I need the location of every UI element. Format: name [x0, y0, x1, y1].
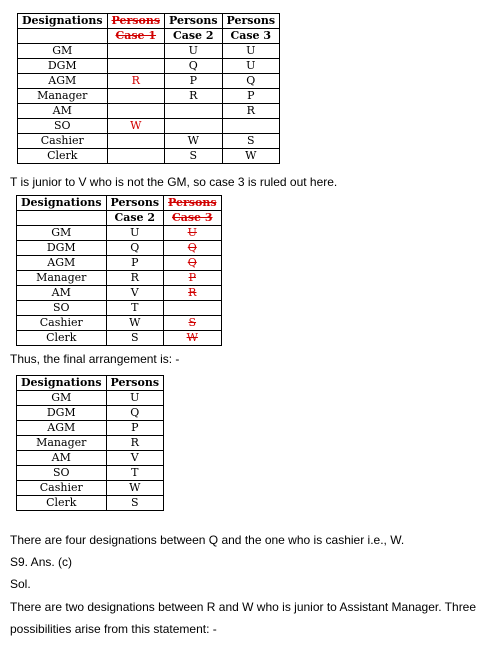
- person-cell: V: [106, 451, 164, 466]
- designation-cell: GM: [18, 44, 108, 59]
- case-cell: S: [106, 331, 164, 346]
- column-header: Persons: [222, 14, 280, 29]
- case-cell-struck: W: [164, 331, 222, 346]
- case-cell-struck: Q: [164, 256, 222, 271]
- case-cell: R: [106, 271, 164, 286]
- column-subheader-struck: Case 3: [164, 211, 222, 226]
- designation-cell: AM: [17, 286, 107, 301]
- case-cell-struck: R: [164, 286, 222, 301]
- person-cell: S: [106, 496, 164, 511]
- case-cell: R: [165, 89, 223, 104]
- case-cell-struck: P: [164, 271, 222, 286]
- table-header-row: [18, 14, 280, 29]
- table-row: [18, 74, 280, 89]
- paragraph-possibilities: possibilities arise from this statement: -: [10, 622, 217, 636]
- case-cell: R: [107, 74, 165, 89]
- case-cell: [107, 134, 165, 149]
- cases-table-2: [16, 195, 222, 346]
- table-row: [18, 134, 280, 149]
- table-row: [17, 406, 164, 421]
- person-cell: U: [106, 391, 164, 406]
- column-header: Designations: [17, 376, 107, 391]
- table-row: [17, 301, 222, 316]
- designation-cell: Clerk: [17, 496, 107, 511]
- case-cell: P: [222, 89, 280, 104]
- case-cell: S: [222, 134, 280, 149]
- paragraph-four-designations: There are four designations between Q and the one who is cashier i.e., W.: [10, 533, 405, 547]
- column-subheader: Case 2: [165, 29, 223, 44]
- case-cell: R: [222, 104, 280, 119]
- case-cell: S: [165, 149, 223, 164]
- table-subheader-row: [18, 29, 280, 44]
- case-cell: Q: [106, 241, 164, 256]
- table-row: [17, 451, 164, 466]
- paragraph-case3-ruled-out: T is junior to V who is not the GM, so case 3 is ruled out here.: [10, 175, 338, 189]
- case-cell: U: [222, 59, 280, 74]
- table-row: [17, 271, 222, 286]
- person-cell: T: [106, 466, 164, 481]
- designation-cell: SO: [17, 466, 107, 481]
- case-cell: [107, 149, 165, 164]
- person-cell: R: [106, 436, 164, 451]
- table-row: [17, 466, 164, 481]
- table-row: [17, 331, 222, 346]
- person-cell: Q: [106, 406, 164, 421]
- case-cell: V: [106, 286, 164, 301]
- case-cell: [165, 104, 223, 119]
- case-cell: [222, 119, 280, 134]
- case-cell: U: [165, 44, 223, 59]
- table-row: [18, 149, 280, 164]
- table-subheader-row: [17, 211, 222, 226]
- person-cell: P: [106, 421, 164, 436]
- case-cell-struck: U: [164, 226, 222, 241]
- table-row: [17, 481, 164, 496]
- designation-cell: SO: [18, 119, 108, 134]
- column-header: Persons: [106, 376, 164, 391]
- table-row: [18, 119, 280, 134]
- case-cell: P: [165, 74, 223, 89]
- table-row: [17, 436, 164, 451]
- case-cell: [107, 104, 165, 119]
- designation-cell: DGM: [17, 241, 107, 256]
- case-cell: Q: [165, 59, 223, 74]
- designation-cell: AGM: [17, 421, 107, 436]
- case-cell: [107, 44, 165, 59]
- column-header: Designations: [18, 14, 108, 29]
- column-header: Persons: [106, 196, 164, 211]
- designation-cell: Manager: [18, 89, 108, 104]
- column-subheader: [17, 211, 107, 226]
- table-row: [17, 496, 164, 511]
- final-arrangement-table: [16, 375, 164, 511]
- case-cell-struck: Q: [164, 241, 222, 256]
- case-cell: W: [222, 149, 280, 164]
- designation-cell: AM: [18, 104, 108, 119]
- case-cell: W: [107, 119, 165, 134]
- table-row: [18, 59, 280, 74]
- column-header: Designations: [17, 196, 107, 211]
- solution-label: Sol.: [10, 577, 31, 591]
- case-cell: [165, 119, 223, 134]
- answer-line: S9. Ans. (c): [10, 555, 73, 569]
- case-cell: W: [165, 134, 223, 149]
- cases-table-1: [17, 13, 280, 164]
- designation-cell: Cashier: [17, 481, 107, 496]
- table-row: [18, 44, 280, 59]
- designation-cell: Manager: [17, 271, 107, 286]
- table-header-row: [17, 196, 222, 211]
- table-row: [17, 421, 164, 436]
- column-subheader: [18, 29, 108, 44]
- designation-cell: SO: [17, 301, 107, 316]
- column-subheader: Case 2: [106, 211, 164, 226]
- table-row: [17, 391, 164, 406]
- designation-cell: AGM: [17, 256, 107, 271]
- table-header-row: [17, 376, 164, 391]
- designation-cell: GM: [17, 226, 107, 241]
- table-row: [17, 256, 222, 271]
- designation-cell: Clerk: [18, 149, 108, 164]
- case-cell: U: [222, 44, 280, 59]
- paragraph-final-arrangement: Thus, the final arrangement is: -: [10, 352, 180, 366]
- column-header-struck: Persons: [107, 14, 165, 29]
- designation-cell: DGM: [18, 59, 108, 74]
- table-row: [17, 316, 222, 331]
- designation-cell: Manager: [17, 436, 107, 451]
- table-row: [17, 226, 222, 241]
- paragraph-two-designations: There are two designations between R and W who is junior to Assistant Manager. Three: [10, 600, 477, 614]
- designation-cell: Cashier: [18, 134, 108, 149]
- case-cell: T: [106, 301, 164, 316]
- column-subheader: Case 3: [222, 29, 280, 44]
- designation-cell: AGM: [18, 74, 108, 89]
- designation-cell: Clerk: [17, 331, 107, 346]
- case-cell: U: [106, 226, 164, 241]
- designation-cell: GM: [17, 391, 107, 406]
- column-subheader-struck: Case 1: [107, 29, 165, 44]
- designation-cell: DGM: [17, 406, 107, 421]
- case-cell: Q: [222, 74, 280, 89]
- column-header: Persons: [165, 14, 223, 29]
- designation-cell: AM: [17, 451, 107, 466]
- person-cell: W: [106, 481, 164, 496]
- case-cell: [107, 59, 165, 74]
- table-row: [18, 104, 280, 119]
- case-cell-struck: [164, 301, 222, 316]
- case-cell: P: [106, 256, 164, 271]
- table-row: [17, 286, 222, 301]
- case-cell: W: [106, 316, 164, 331]
- case-cell: [107, 89, 165, 104]
- table-row: [17, 241, 222, 256]
- column-header-struck: Persons: [164, 196, 222, 211]
- table-row: [18, 89, 280, 104]
- designation-cell: Cashier: [17, 316, 107, 331]
- case-cell-struck: S: [164, 316, 222, 331]
